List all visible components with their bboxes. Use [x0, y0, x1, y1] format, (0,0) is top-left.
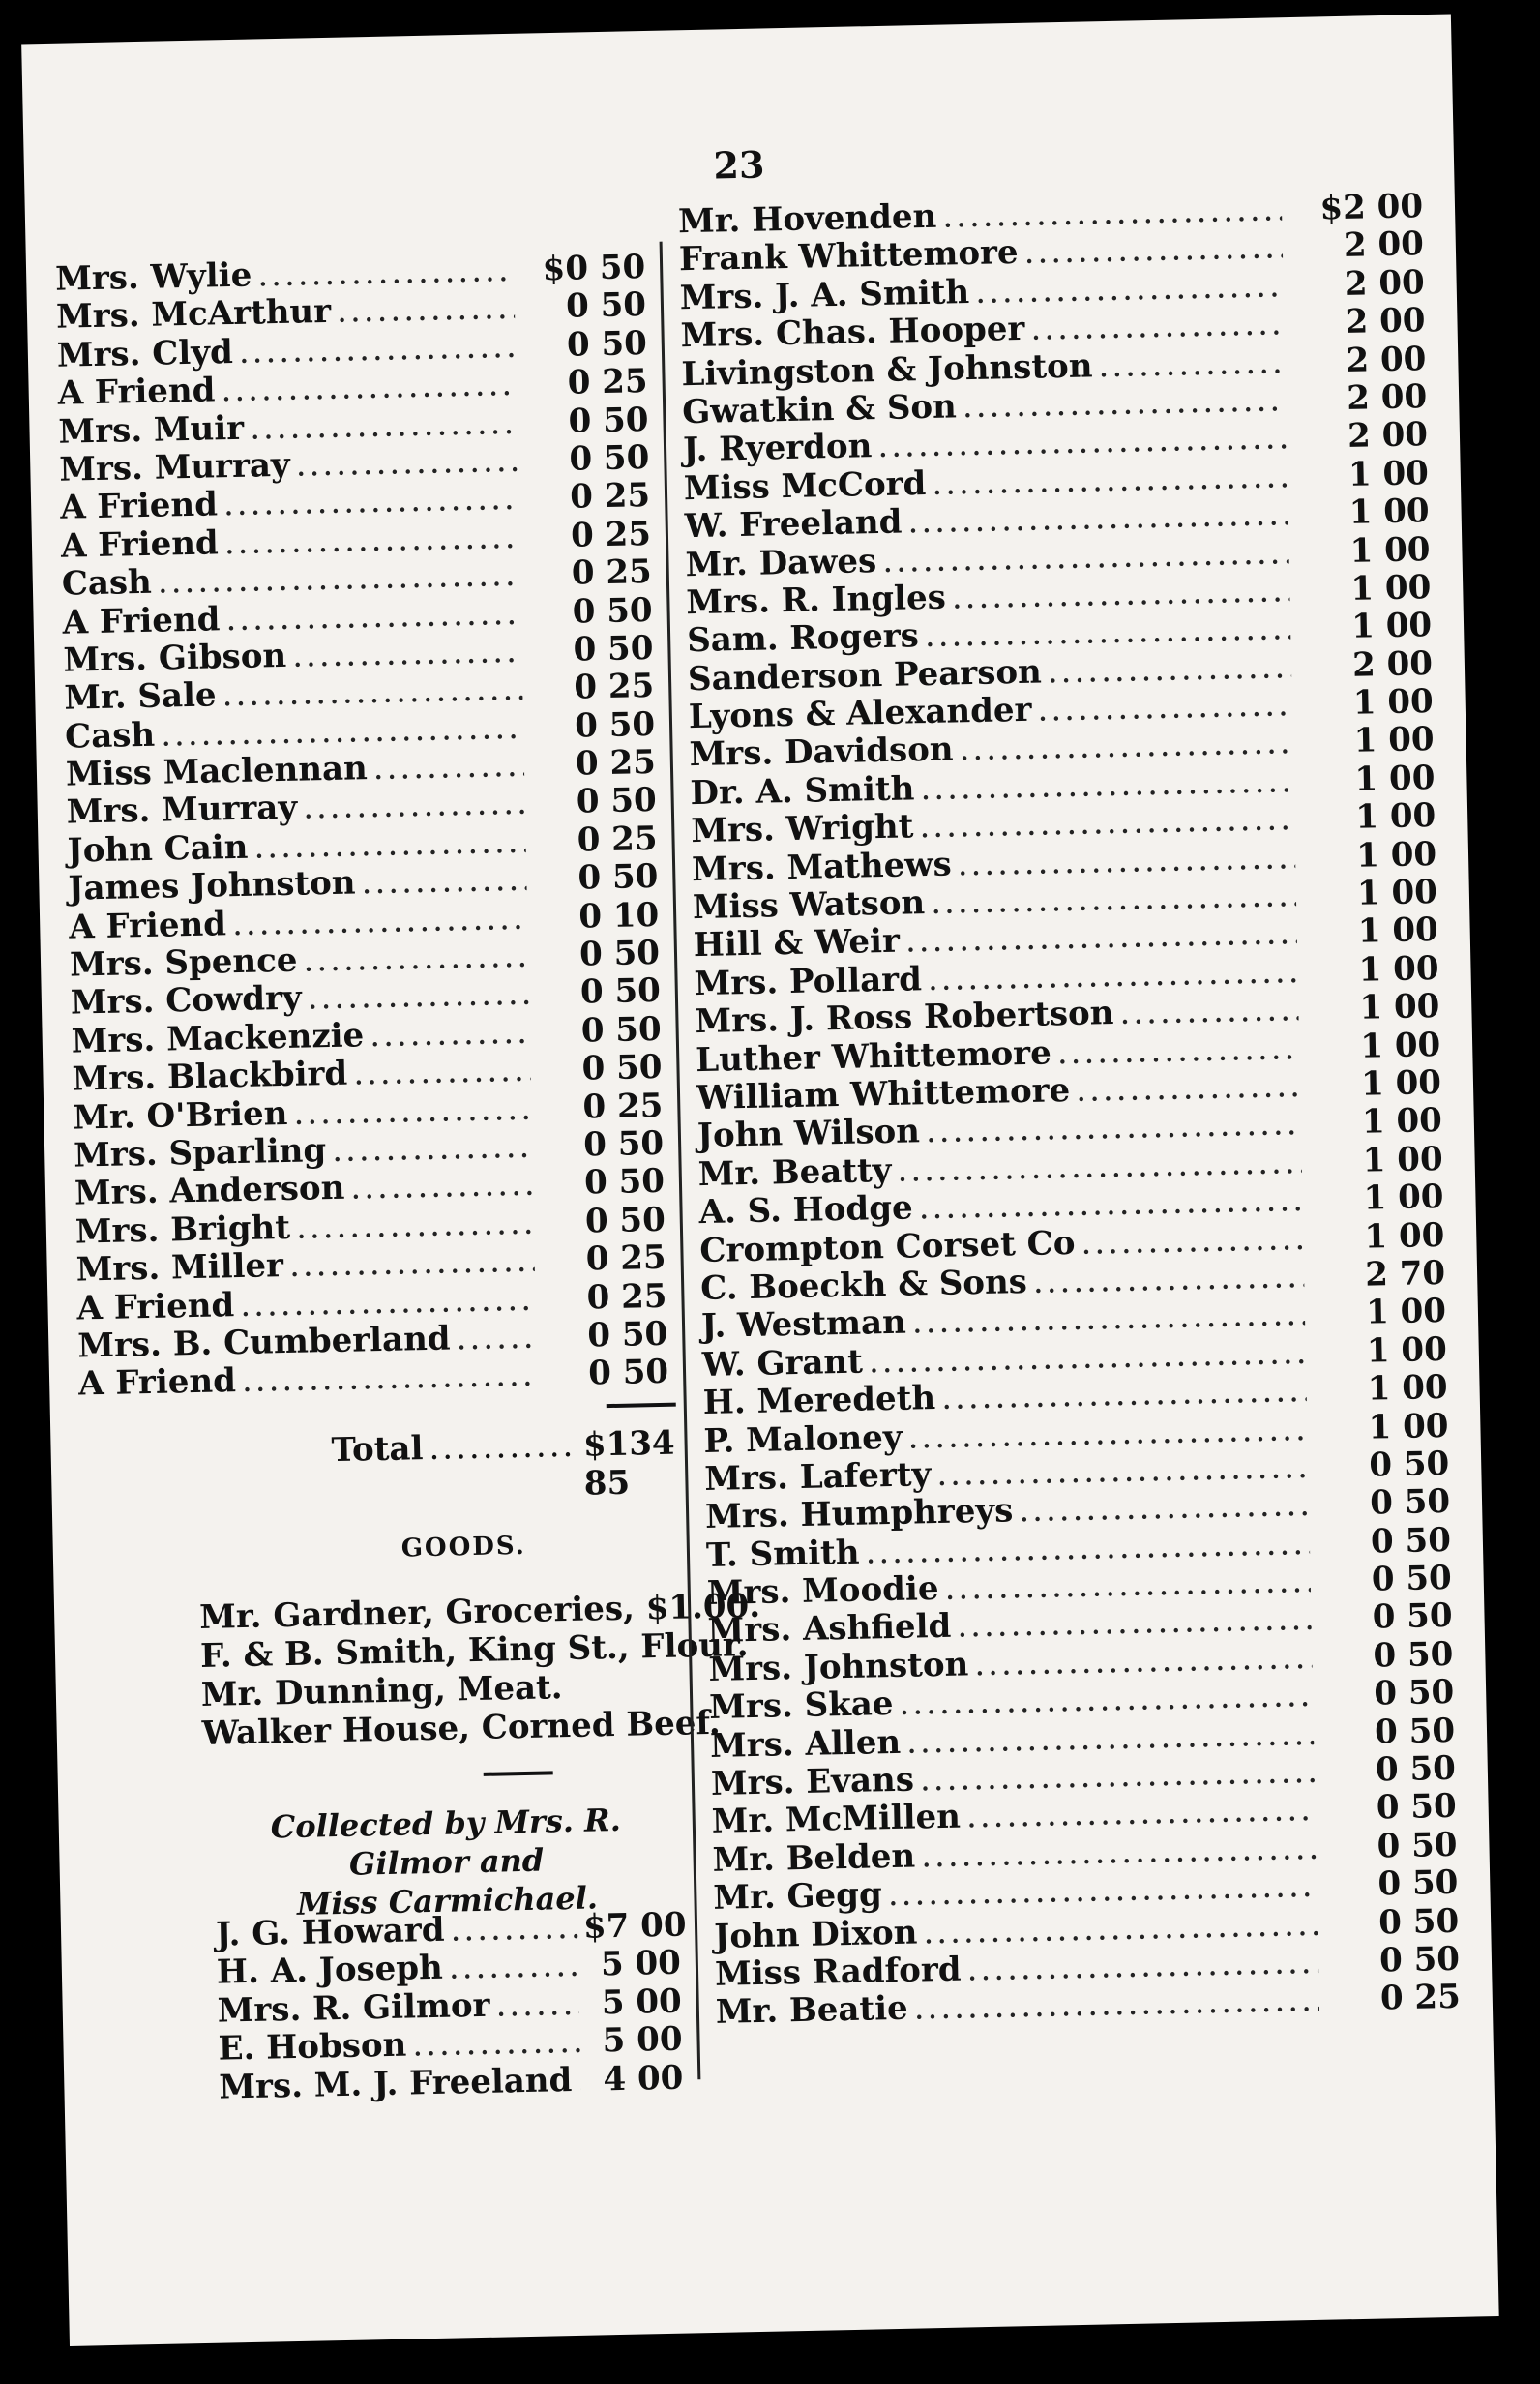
- donor-name: Livingston & Johnston: [681, 345, 1093, 394]
- left-donor-list: [55, 248, 669, 1403]
- donor-name: William Whittemore: [696, 1070, 1071, 1118]
- donation-amount: 0 25: [586, 1276, 667, 1318]
- donation-amount: 0 50: [569, 437, 650, 479]
- donation-amount: 1 00: [1348, 492, 1431, 532]
- donation-amount: 1 00: [1358, 948, 1439, 990]
- goods-heading: GOODS.: [400, 1531, 527, 1564]
- donation-amount: 2 00: [1345, 301, 1426, 343]
- leader-dots: [372, 746, 524, 788]
- donor-name: Mrs. Murray: [66, 789, 298, 833]
- donation-amount: 0 50: [1377, 1825, 1458, 1866]
- donor-name: Mrs. R. Gilmor: [217, 1985, 490, 2031]
- donor-name: A Friend: [57, 371, 216, 413]
- donor-name: Sam. Rogers: [686, 616, 920, 661]
- leader-dots: [332, 1127, 533, 1170]
- leader-dots: [350, 1165, 533, 1207]
- donor-name: Mrs. Clyd: [56, 332, 234, 375]
- donor-name: Mrs. Muir: [58, 408, 245, 452]
- donation-amount: 0 50: [565, 285, 647, 327]
- donation-amount: 1 00: [1353, 720, 1435, 761]
- donor-name: Mr. Hovenden: [677, 196, 937, 242]
- goods-item: Mr. Dunning, Meat.: [200, 1668, 563, 1714]
- donor-name: Mrs. Wylie: [54, 255, 252, 299]
- leader-dots: [238, 327, 516, 372]
- leader-dots: [253, 822, 526, 867]
- donation-amount: 0 50: [578, 933, 661, 974]
- donation-amount: 0 25: [582, 1086, 664, 1127]
- donor-name: Mrs. Bright: [74, 1207, 291, 1252]
- donation-amount: 0 25: [577, 819, 658, 860]
- donor-name: W. Grant: [701, 1342, 864, 1385]
- leader-dots: [1023, 228, 1283, 273]
- donation-amount: 0 50: [1372, 1596, 1453, 1638]
- collected-heading-line1: Collected by Mrs. R. Gilmor and: [270, 1801, 622, 1883]
- goods-item: Mr. Gardner, Groceries, $1.00.: [198, 1586, 761, 1637]
- donor-name: J. Westman: [700, 1302, 907, 1347]
- leader-dots: [337, 288, 516, 331]
- donation-amount: 1 00: [1365, 1292, 1447, 1332]
- donor-name: J. Ryerdon: [682, 427, 873, 470]
- leader-dots: [257, 251, 515, 295]
- leader-dots: [1032, 1257, 1304, 1301]
- donation-amount: 1 00: [1368, 1406, 1449, 1447]
- donor-name: Miss Radford: [714, 1950, 962, 1994]
- donor-name: Mrs. Spence: [69, 940, 298, 985]
- donation-amount: 0 25: [573, 667, 655, 707]
- donor-name: Mrs. Allen: [709, 1722, 902, 1766]
- donation-amount: 0 25: [1379, 1978, 1462, 2018]
- donor-name: Mrs. Murray: [58, 445, 291, 490]
- donation-amount: 0 25: [575, 742, 657, 784]
- donor-name: Mr. Sale: [63, 675, 217, 718]
- donation-amount: 2 00: [1351, 643, 1434, 685]
- donation-amount: 2 70: [1364, 1253, 1446, 1295]
- donor-name: Mrs. Cowdry: [70, 979, 303, 1024]
- donor-name: A Friend: [60, 523, 220, 566]
- donor-name: Lyons & Alexander: [688, 690, 1032, 737]
- donation-amount: 1 00: [1364, 1215, 1445, 1257]
- donor-name: Mrs. Miller: [75, 1246, 284, 1290]
- donor-name: Mrs. Davidson: [689, 730, 954, 775]
- leader-dots: [456, 1318, 537, 1358]
- collected-heading-line2: Miss Carmichael.: [296, 1879, 599, 1922]
- donor-name: Mrs. B. Cumberland: [76, 1319, 451, 1366]
- total-label: Total: [331, 1429, 424, 1471]
- leader-dots: [495, 1984, 579, 2025]
- donor-name: Mrs. Moodie: [706, 1569, 939, 1614]
- collected-list: [215, 1905, 687, 2107]
- donation-amount: 1 00: [1357, 910, 1439, 952]
- total-amount: $134 85: [582, 1423, 676, 1504]
- donation-amount: 0 50: [580, 1009, 663, 1051]
- donor-name: Mrs. Evans: [710, 1760, 915, 1803]
- donation-amount: 1 00: [1360, 1062, 1442, 1104]
- leader-dots: [1056, 1028, 1299, 1072]
- donor-name: Mr. O'Brien: [72, 1093, 288, 1138]
- donor-name: Dr. A. Smith: [690, 769, 915, 814]
- leader-dots: [250, 402, 518, 447]
- donor-name: Hill & Weir: [693, 922, 901, 966]
- donation-amount: 2 00: [1346, 339, 1427, 380]
- leader-dots: [578, 2060, 581, 2099]
- donor-name: John Wilson: [696, 1112, 921, 1156]
- donation-amount: 2 00: [1347, 415, 1429, 457]
- donor-name: A Friend: [68, 904, 227, 947]
- donor-name: Crompton Corset Co: [699, 1223, 1076, 1270]
- donation-amount: 0 50: [1377, 1862, 1459, 1904]
- donation-amount: 0 50: [1377, 1901, 1460, 1943]
- donation-amount: 0 50: [579, 971, 662, 1013]
- donation-amount: 1 00: [1367, 1368, 1448, 1409]
- donation-amount: 1 00: [1359, 987, 1440, 1028]
- donor-name: C. Boeckh & Sons: [699, 1262, 1028, 1308]
- donor-name: T. Smith: [705, 1533, 860, 1575]
- donation-amount: $2 00: [1319, 187, 1424, 228]
- donation-amount: 1 00: [1350, 567, 1432, 609]
- donor-name: Gwatkin & Son: [681, 387, 958, 432]
- leader-dots: [1076, 1066, 1301, 1110]
- donor-name: John Dixon: [713, 1913, 918, 1956]
- donor-name: Mr. McMillen: [711, 1797, 962, 1842]
- leader-dots: [296, 1203, 535, 1246]
- donation-amount: 0 50: [1375, 1748, 1457, 1790]
- donor-name: Cash: [61, 562, 153, 604]
- donation-amount: 0 25: [571, 552, 653, 593]
- donation-amount: 0 50: [587, 1314, 668, 1356]
- leader-dots: [307, 974, 529, 1018]
- leader-dots: [303, 937, 528, 980]
- leader-dots: [361, 860, 527, 903]
- donor-name: Luther Whittemore: [695, 1033, 1052, 1080]
- leader-dots: [448, 1946, 578, 1987]
- donation-amount: 0 50: [576, 781, 658, 822]
- donation-amount: 1 00: [1361, 1101, 1443, 1143]
- donation-amount: 1 00: [1350, 606, 1433, 647]
- donor-name: A. S. Hodge: [698, 1188, 914, 1233]
- donation-amount: 0 50: [568, 400, 649, 441]
- donor-name: Frank Whittemore: [678, 233, 1019, 280]
- total-rule: [607, 1403, 676, 1409]
- donor-name: Mrs. Mathews: [691, 845, 953, 889]
- total-leader-dots: [429, 1426, 578, 1468]
- donor-name: J. G. Howard: [215, 1910, 445, 1954]
- donation-amount: 5 00: [602, 2019, 683, 2061]
- donation-amount: 0 50: [1378, 1939, 1461, 1981]
- donation-amount: 0 50: [587, 1353, 669, 1393]
- donor-name: Mrs. Ashfield: [707, 1607, 952, 1652]
- donor-name: Mr. Beatie: [715, 1989, 909, 2033]
- leader-dots: [241, 1356, 537, 1400]
- goods-item: F. & B. Smith, King St., Flour.: [199, 1625, 749, 1676]
- donor-name: Miss Watson: [692, 883, 926, 928]
- donation-amount: 0 25: [567, 362, 649, 402]
- total-row: [331, 1424, 676, 1508]
- donation-amount: 5 00: [600, 1944, 682, 1984]
- donation-amount: 1 00: [1366, 1329, 1448, 1371]
- donation-amount: 1 00: [1363, 1177, 1444, 1218]
- donor-name: Miss Maclennan: [65, 749, 369, 794]
- donation-amount: 0 50: [584, 1200, 666, 1241]
- donor-name: Mrs. J. A. Smith: [679, 272, 970, 318]
- donor-name: A Friend: [77, 1361, 237, 1404]
- donation-amount: 0 50: [1374, 1711, 1456, 1752]
- leader-dots: [450, 1908, 578, 1950]
- donation-amount: 0 50: [1373, 1673, 1455, 1714]
- donor-name: Mrs. Skae: [708, 1684, 894, 1728]
- donor-name: Mrs. Wright: [690, 807, 914, 851]
- donation-amount: 1 00: [1354, 758, 1436, 799]
- donation-amount: $0 50: [542, 248, 646, 289]
- donation-amount: 1 00: [1349, 529, 1431, 571]
- donation-amount: 2 00: [1343, 224, 1425, 266]
- donor-name: Mrs. Mackenzie: [71, 1016, 365, 1061]
- goods-list: [199, 1587, 763, 1753]
- leader-dots: [353, 1051, 531, 1093]
- donation-amount: 0 50: [566, 323, 648, 365]
- donor-name: Mrs. Pollard: [694, 960, 923, 1003]
- donation-amount: 0 50: [1371, 1558, 1453, 1599]
- donation-amount: 0 50: [1370, 1520, 1452, 1562]
- donor-name: Mr. Dawes: [685, 541, 877, 584]
- donation-amount: 5 00: [601, 1982, 683, 2023]
- donation-amount: 2 00: [1346, 377, 1428, 418]
- donor-name: Mrs. J. Ross Robertson: [695, 994, 1114, 1042]
- donation-amount: 0 50: [574, 704, 656, 746]
- donation-amount: 4 00: [603, 2058, 684, 2099]
- donor-name: E. Hobson: [218, 2025, 407, 2069]
- leader-dots: [289, 1241, 535, 1285]
- leader-dots: [370, 1013, 530, 1055]
- leader-dots: [1030, 304, 1285, 347]
- donation-amount: 0 25: [585, 1237, 666, 1279]
- donation-amount: 0 25: [570, 514, 652, 555]
- donation-amount: 1 00: [1355, 834, 1437, 876]
- donor-name: P. Maloney: [703, 1417, 903, 1461]
- donation-amount: 1 00: [1356, 873, 1438, 913]
- donation-amount: 1 00: [1354, 796, 1436, 838]
- donor-name: A Friend: [62, 599, 221, 642]
- donor-name: Mrs. Sparling: [73, 1131, 327, 1176]
- donation-amount: 1 00: [1352, 682, 1435, 723]
- leader-dots: [1119, 990, 1299, 1032]
- section-rule: [484, 1771, 553, 1776]
- page-number: 23: [713, 142, 765, 188]
- donation-amount: 0 50: [573, 628, 654, 670]
- leader-dots: [295, 441, 518, 485]
- donation-amount: 1 00: [1362, 1139, 1444, 1180]
- donor-name: Mr. Beatty: [697, 1150, 892, 1194]
- donation-amount: 0 50: [581, 1048, 663, 1088]
- donor-name: H. A. Joseph: [216, 1949, 444, 1993]
- donation-amount: 0 50: [1369, 1482, 1451, 1523]
- donation-amount: 0 25: [569, 476, 651, 518]
- donation-amount: 0 50: [582, 1123, 665, 1165]
- donor-name: James Johnston: [68, 863, 356, 909]
- donor-name: Mrs. Laferty: [703, 1455, 932, 1499]
- leader-dots: [1047, 647, 1291, 691]
- donor-name: Mr. Belden: [712, 1836, 916, 1880]
- donation-amount: 1 00: [1348, 453, 1430, 494]
- donor-name: Mrs. Humphreys: [704, 1491, 1014, 1537]
- donor-name: W. Freeland: [684, 502, 903, 547]
- donation-amount: 0 50: [1376, 1787, 1458, 1828]
- leader-dots: [1081, 1219, 1304, 1263]
- donation-amount: 0 50: [583, 1162, 666, 1203]
- donation-amount: 2 00: [1344, 262, 1426, 304]
- donor-name: Mrs. Gibson: [63, 636, 287, 680]
- leader-dots: [303, 784, 525, 827]
- leader-dots: [292, 632, 522, 675]
- donor-name: Mrs. M. J. Freeland: [219, 2060, 573, 2107]
- donor-name: Sanderson Pearson: [687, 652, 1043, 699]
- donation-amount: 1 00: [1359, 1025, 1441, 1066]
- donor-name: Mr. Gegg: [713, 1875, 883, 1919]
- donor-name: Mrs. Anderson: [74, 1169, 345, 1213]
- donor-name: John Cain: [67, 827, 249, 871]
- donation-amount: $7 00: [582, 1905, 687, 1947]
- donor-name: Mrs. Chas. Hooper: [680, 309, 1025, 356]
- leader-dots: [412, 2022, 580, 2065]
- donor-name: Cash: [64, 715, 156, 757]
- donation-amount: 0 50: [1373, 1634, 1454, 1676]
- leader-dots: [1098, 343, 1286, 385]
- donor-name: Mrs. Johnston: [708, 1645, 969, 1689]
- right-donor-list: [678, 187, 1461, 2031]
- donor-name: Mrs. McArthur: [55, 292, 332, 338]
- donor-name: Mrs. Blackbird: [72, 1054, 348, 1099]
- donor-name: Mrs. R. Ingles: [685, 578, 947, 623]
- donor-name: A Friend: [76, 1285, 235, 1328]
- goods-item: Walker House, Corned Beef.: [201, 1703, 722, 1753]
- leader-dots: [1037, 685, 1292, 730]
- donation-amount: 0 50: [578, 857, 659, 898]
- donation-amount: 0 10: [578, 895, 660, 937]
- document-page: [21, 15, 1499, 2346]
- donation-amount: 0 50: [1369, 1444, 1450, 1485]
- donor-name: Miss McCord: [683, 463, 927, 508]
- donation-amount: 0 50: [572, 590, 653, 632]
- donor-name: A Friend: [59, 485, 219, 528]
- leader-dots: [913, 1981, 1319, 2028]
- donor-name: H. Meredeth: [702, 1379, 936, 1423]
- leader-dots: [293, 1088, 532, 1132]
